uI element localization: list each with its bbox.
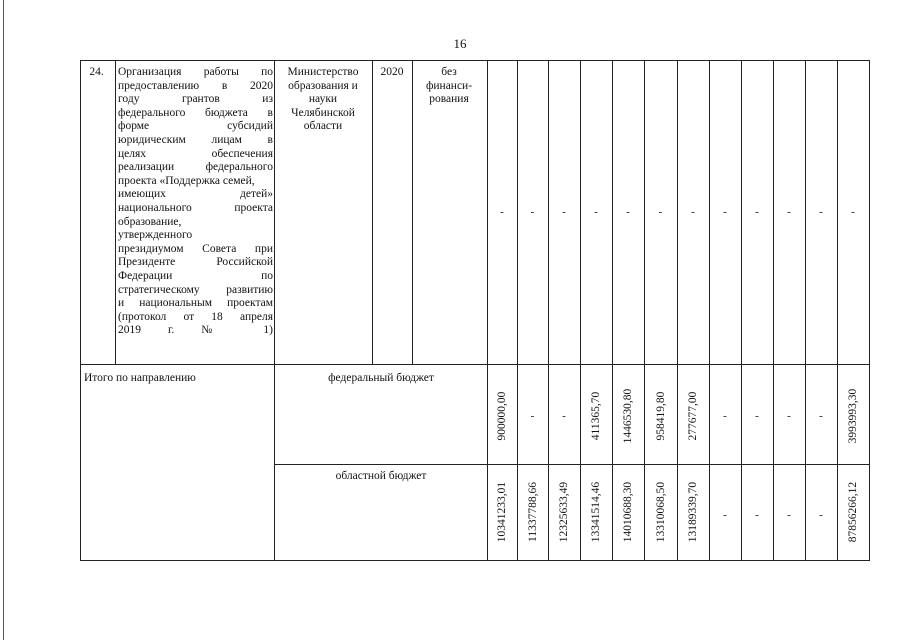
text-line: стратегическому развитию bbox=[118, 283, 273, 296]
text-line: области bbox=[303, 120, 343, 133]
value-cell: - bbox=[594, 206, 598, 218]
federal-budget-label: федеральный бюджет bbox=[328, 372, 434, 384]
text-line: национального проекта bbox=[118, 201, 273, 214]
text-line: федерального бюджета в bbox=[118, 106, 273, 119]
grid-line bbox=[612, 60, 613, 560]
value-cell: - bbox=[530, 410, 535, 422]
text-line: финанси- bbox=[425, 79, 473, 92]
value-cell: - bbox=[691, 206, 695, 218]
grid-line bbox=[741, 60, 742, 560]
text-line: без bbox=[441, 66, 457, 78]
page-number: 16 bbox=[453, 36, 467, 51]
value-cell: - bbox=[787, 410, 791, 422]
grid-line bbox=[80, 364, 869, 365]
grid-line bbox=[115, 60, 116, 364]
value-cell: - bbox=[819, 509, 823, 521]
row-number: 24. bbox=[89, 66, 104, 78]
text-line: имеющих детей» bbox=[118, 188, 273, 201]
value-cell: 87856266,12 bbox=[847, 481, 859, 543]
grid-line bbox=[274, 60, 275, 560]
grid-line bbox=[644, 60, 645, 560]
value-cell: 13310068,50 bbox=[654, 481, 667, 543]
grid-line bbox=[517, 60, 518, 560]
text-line: Челябинской bbox=[291, 106, 355, 119]
text-line: предоставлению в 2020 bbox=[118, 79, 273, 92]
grid-line bbox=[580, 60, 581, 560]
grid-line bbox=[80, 60, 81, 560]
value-cell: 900000,00 bbox=[496, 391, 508, 441]
text-line: Организация работы по bbox=[118, 66, 273, 78]
row-year: 2020 bbox=[380, 66, 404, 78]
text-line: рования bbox=[429, 93, 469, 106]
value-cell: - bbox=[755, 206, 759, 218]
text-line: 2019 г. № 1) bbox=[118, 324, 273, 337]
value-cell: 13189339,70 bbox=[687, 481, 699, 543]
grid-line bbox=[372, 60, 373, 364]
value-cell: - bbox=[723, 410, 727, 422]
value-cell: 1446530,80 bbox=[622, 388, 634, 444]
value-cell: 12325633,49 bbox=[558, 481, 570, 543]
value-cell: 14010688,30 bbox=[622, 481, 634, 543]
text-line: (протокол от 18 апреля bbox=[118, 310, 273, 323]
grid-line bbox=[837, 60, 838, 560]
text-line: утвержденного bbox=[118, 229, 193, 242]
grid-line bbox=[548, 60, 549, 560]
text-line: образование, bbox=[118, 215, 182, 228]
text-line: науки bbox=[308, 93, 338, 106]
text-line: образования и bbox=[288, 79, 358, 92]
value-cell: - bbox=[755, 509, 759, 521]
value-cell: 411365,70 bbox=[590, 391, 602, 441]
total-label: Итого по направлению bbox=[84, 372, 196, 384]
text-line: реализации федерального bbox=[118, 161, 273, 174]
grid-line bbox=[773, 60, 774, 560]
value-cell: 10341233,01 bbox=[496, 481, 508, 543]
value-cell: - bbox=[530, 206, 535, 218]
value-cell: - bbox=[658, 206, 663, 218]
value-cell: - bbox=[787, 509, 791, 521]
row-description bbox=[118, 66, 273, 338]
text-line: проекта «Поддержка семей, bbox=[118, 174, 255, 187]
value-cell: - bbox=[755, 410, 759, 422]
text-line: президиумом Совета при bbox=[118, 242, 273, 255]
grid-line bbox=[487, 60, 488, 560]
text-line: Федерации по bbox=[118, 269, 273, 282]
value-cell: 3993993,30 bbox=[847, 388, 859, 444]
value-cell: - bbox=[562, 206, 566, 218]
responsible-executor bbox=[276, 66, 370, 134]
value-cell: - bbox=[626, 206, 630, 218]
grid-line bbox=[805, 60, 806, 560]
text-line: форме субсидий bbox=[118, 120, 273, 133]
grid-line bbox=[80, 560, 869, 561]
text-line: и национальным проектам bbox=[118, 297, 273, 310]
value-cell: - bbox=[723, 206, 727, 218]
grid-line bbox=[80, 60, 869, 61]
grid-line bbox=[869, 60, 870, 561]
regional-budget-label: областной бюджет bbox=[335, 470, 427, 482]
text-line: юридическим лицам в bbox=[118, 133, 273, 146]
text-line: Министерство bbox=[287, 66, 359, 78]
value-cell: 11337788,66 bbox=[526, 482, 539, 542]
value-cell: - bbox=[819, 410, 823, 422]
value-cell: 958419,80 bbox=[654, 391, 667, 441]
page-edge-rule bbox=[3, 0, 4, 640]
value-cell: - bbox=[723, 509, 727, 521]
value-cell: 13341514,46 bbox=[590, 481, 602, 543]
value-cell: 277677,00 bbox=[687, 391, 699, 441]
grid-line bbox=[677, 60, 678, 560]
grid-line bbox=[709, 60, 710, 560]
grid-line bbox=[274, 464, 869, 465]
funding-note bbox=[414, 66, 484, 107]
value-cell: - bbox=[851, 206, 855, 218]
value-cell: - bbox=[787, 206, 791, 218]
value-cell: - bbox=[819, 206, 823, 218]
value-cell: - bbox=[562, 410, 566, 422]
text-line: Президенте Российской bbox=[118, 256, 273, 269]
text-line: году грантов из bbox=[118, 93, 273, 106]
grid-line bbox=[412, 60, 413, 364]
value-cell: - bbox=[500, 206, 504, 218]
text-line: целях обеспечения bbox=[118, 147, 273, 160]
